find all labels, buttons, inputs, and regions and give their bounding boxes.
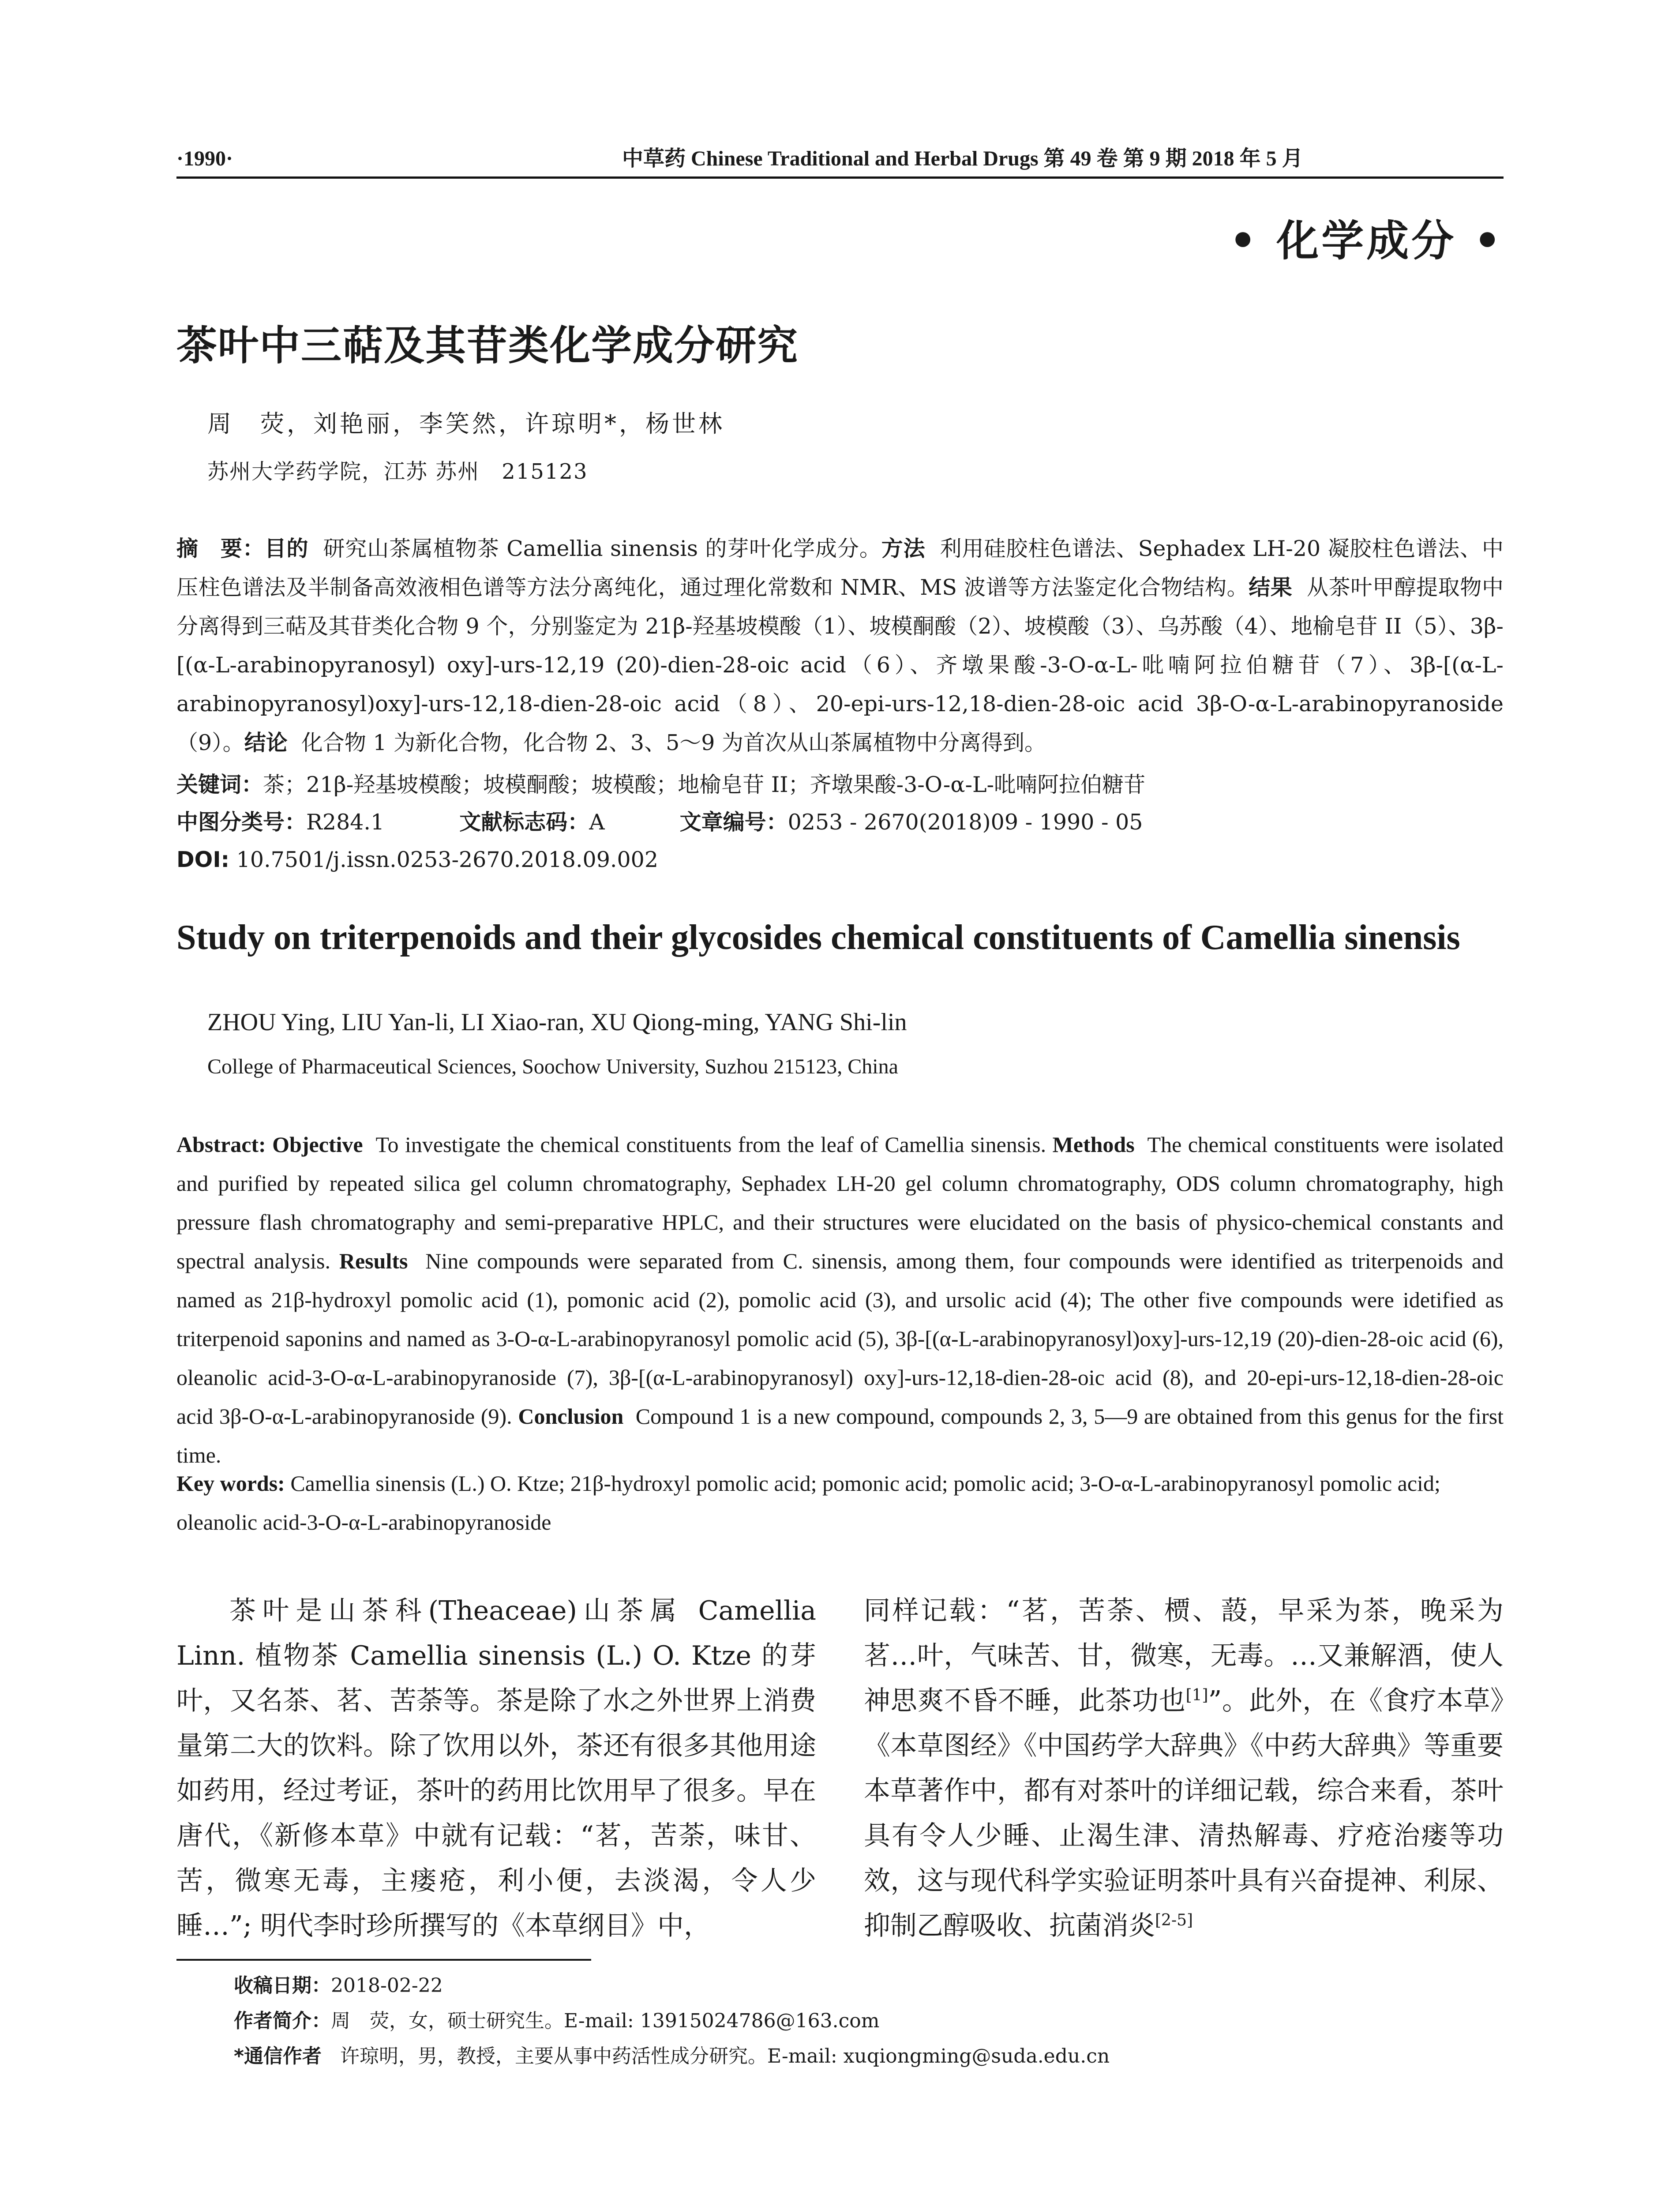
conclusion-cn: 化合物 1 为新化合物，化合物 2、3、5～9 为首次从山茶属植物中分离得到。: [301, 730, 1046, 755]
clc-value: R284.1: [306, 810, 385, 835]
received-date: 2018-02-22: [331, 1974, 443, 1997]
abstract-en: [176, 1125, 1504, 1474]
methods-en: The chemical constituents were isolated and purified by repeated silica gel column chromatography, Sephadex LH-20 gel column chromatography, ODS column chromatography, high pressure flash chromatography and semi-preparative HPLC, and their structures were elucidated on the basis of physico-chemical constants and spectral analysis.: [176, 1132, 1504, 1273]
body-right-text-2: ”。此外，在《食疗本草》《本草图经》《中国药学大辞典》《中药大辞典》等重要本草著作中，都有对茶叶的详细记载，综合来看，茶叶具有令人少睡、止渴生津、清热解毒、疗疮治瘘等功效，这与现代科学实验证明茶叶具有兴奋提神、利尿、抑制乙醇吸收、抗菌消炎: [864, 1685, 1504, 1941]
results-en-label: Results: [339, 1249, 408, 1273]
corresponding-info: 许琼明，男，教授，主要从事中药活性成分研究。E-mail: xuqiongming@suda.edu.cn: [340, 2045, 1110, 2067]
results-cn-label: 结果: [1249, 575, 1293, 600]
conclusion-en-label: Conclusion: [518, 1404, 624, 1429]
footnote-corresponding: [234, 2043, 1110, 2070]
results-cn: 从茶叶甲醇提取物中分离得到三萜及其苷类化合物 9 个，分别鉴定为 21β-羟基坡模酸（1）、坡模酮酸（2）、坡模酸（3）、乌苏酸（4）、地榆皂苷 II（5）、3β-[(α-L-arabinopyranosyl) oxy]-urs-12,19 (20)-dien-28-oic acid（6）、齐墩果酸-3-O-α-L-吡喃阿拉伯糖苷（7）、3β-[(α-L-arabinopyranosyl)oxy]-urs-12,18-dien-28-oic acid（8）、20-epi-urs-12,18-dien-28-oic acid 3β-O-α-L-arabinopyranoside（9）。: [176, 575, 1504, 755]
article-no-value: 0253 - 2670(2018)09 - 1990 - 05: [788, 810, 1143, 835]
keywords-cn-text: 茶；21β-羟基坡模酸；坡模酮酸；坡模酸；地榆皂苷 II；齐墩果酸-3-O-α-L-吡喃阿拉伯糖苷: [263, 772, 1146, 797]
doi-line: [176, 840, 1504, 879]
results-en: Nine compounds were separated from C. sinensis, among them, four compounds were identified as triterpenoids and named as 21β-hydroxyl pomolic acid (1), pomonic acid (2), pomolic acid (3), and ursolic acid (4); The other five compounds were idetified as triterpenoid saponins and named as 3-O-α-L-arabinopyranosyl pomolic acid (5), 3β-[(α-L-arabinopyranosyl)oxy]-urs-12,19 (20)-dien-28-oic acid (6), oleanolic acid-3-O-α-L-arabinopyranoside (7), 3β-[(α-L-arabinopyranosyl) oxy]-urs-12,18-dien-28-oic acid (8), and 20-epi-urs-12,18-dien-28-oic acid 3β-O-α-L-arabinopyranoside (9).: [176, 1249, 1504, 1429]
keywords-en: [176, 1464, 1504, 1542]
running-header: [176, 141, 1504, 179]
received-label: 收稿日期：: [234, 1974, 331, 1997]
doc-code-value: A: [589, 810, 605, 835]
conclusion-en: Compound 1 is a new compound, compounds 2, 3, 5—9 are obtained from this genus for the first time.: [176, 1404, 1504, 1467]
body-column-left: 茶叶是山茶科(Theaceae)山茶属 Camellia Linn. 植物茶 Camellia sinensis (L.) O. Ktze 的芽叶，又名茶、茗、苦荼等。茶是除了水之外世界上消费量第二大的饮料。除了饮用以外，茶还有很多其他用途如药用，经过考证，茶叶的药用比饮用早了很多。早在唐代，《新修本草》中就有记载：“茗，苦荼，味甘、苦，微寒无毒，主瘘疮，利小便，去淡渴，令人少睡…”; 明代李时珍所撰写的《本草纲目》中，: [176, 1595, 816, 1941]
keywords-cn: [176, 765, 1504, 804]
keywords-en-label: Key words:: [176, 1471, 285, 1496]
methods-en-label: Methods: [1052, 1132, 1135, 1157]
affiliation-cn: 苏州大学药学院，江苏 苏州 215123: [207, 459, 588, 484]
methods-cn-label: 方法: [881, 536, 926, 561]
objective-en-label: Objective: [272, 1132, 363, 1157]
abstract-cn-label: 摘 要：: [176, 536, 265, 561]
section-label: • 化学成分 •: [1229, 216, 1504, 266]
article-no-label: 文章编号：: [679, 810, 788, 835]
journal-line: 中草药 Chinese Traditional and Herbal Drugs 第 49 卷 第 9 期 2018 年 5 月: [622, 147, 1303, 170]
citation-ref: [2-5]: [1155, 1911, 1193, 1929]
abstract-cn: [176, 529, 1504, 762]
corresponding-label: *通信作者: [234, 2045, 322, 2067]
affiliation-en: College of Pharmaceutical Sciences, Soochow University, Suzhou 215123, China: [207, 1055, 898, 1078]
body-right-text-1: 同样记载：“茗，苦荼、槚、蔎，早采为茶，晚采为茗…叶，气味苦、甘，微寒，无毒。…又兼解酒，使人神思爽不昏不睡，此茶功也: [864, 1595, 1504, 1716]
footnote-received: [234, 1972, 443, 2000]
footnote-rule: [176, 1959, 591, 1961]
title-cn: 茶叶中三萜及其苷类化学成分研究: [176, 322, 799, 369]
objective-cn-label: 目的: [264, 536, 309, 561]
title-en: Study on triterpenoids and their glycosides chemical constituents of Camellia sinensis: [176, 918, 1460, 957]
clc-label: 中图分类号：: [176, 810, 307, 835]
footnote-author: [234, 2007, 879, 2035]
methods-cn: 利用硅胶柱色谱法、Sephadex LH-20 凝胶柱色谱法、中压柱色谱法及半制备高效液相色谱等方法分离纯化，通过理化常数和 NMR、MS 波谱等方法鉴定化合物结构。: [176, 536, 1504, 600]
author-bio-label: 作者简介：: [234, 2010, 331, 2032]
citation-ref: [1]: [1185, 1686, 1208, 1704]
page-number: ·1990·: [176, 147, 233, 170]
keywords-cn-label: 关键词：: [176, 772, 263, 797]
doc-code-label: 文献标志码：: [459, 810, 589, 835]
objective-cn: 研究山茶属植物茶 Camellia sinensis 的芽叶化学成分。: [323, 536, 881, 561]
keywords-en-text: Camellia sinensis (L.) O. Ktze; 21β-hydroxyl pomolic acid; pomonic acid; pomolic acid; 3-O-α-L-arabinopyranosyl pomolic acid; oleanolic acid-3-O-α-L-arabinopyranoside: [176, 1471, 1440, 1534]
doi-value: 10.7501/j.issn.0253-2670.2018.09.002: [236, 847, 658, 872]
conclusion-cn-label: 结论: [244, 730, 288, 755]
abstract-en-label: Abstract:: [176, 1132, 266, 1157]
authors-en: ZHOU Ying, LIU Yan-li, LI Xiao-ran, XU Qiong-ming, YANG Shi-lin: [207, 1009, 907, 1036]
objective-en: To investigate the chemical constituents from the leaf of Camellia sinensis.: [375, 1132, 1046, 1157]
body-column-right: [864, 1588, 1504, 1948]
author-bio: 周 荧，女，硕士研究生。E-mail: 13915024786@163.com: [331, 2010, 880, 2032]
classification-line: [176, 803, 1504, 842]
doi-label: DOI:: [176, 847, 230, 872]
authors-cn: 周 荧，刘艳丽，李笑然，许琼明*，杨世林: [207, 410, 725, 438]
